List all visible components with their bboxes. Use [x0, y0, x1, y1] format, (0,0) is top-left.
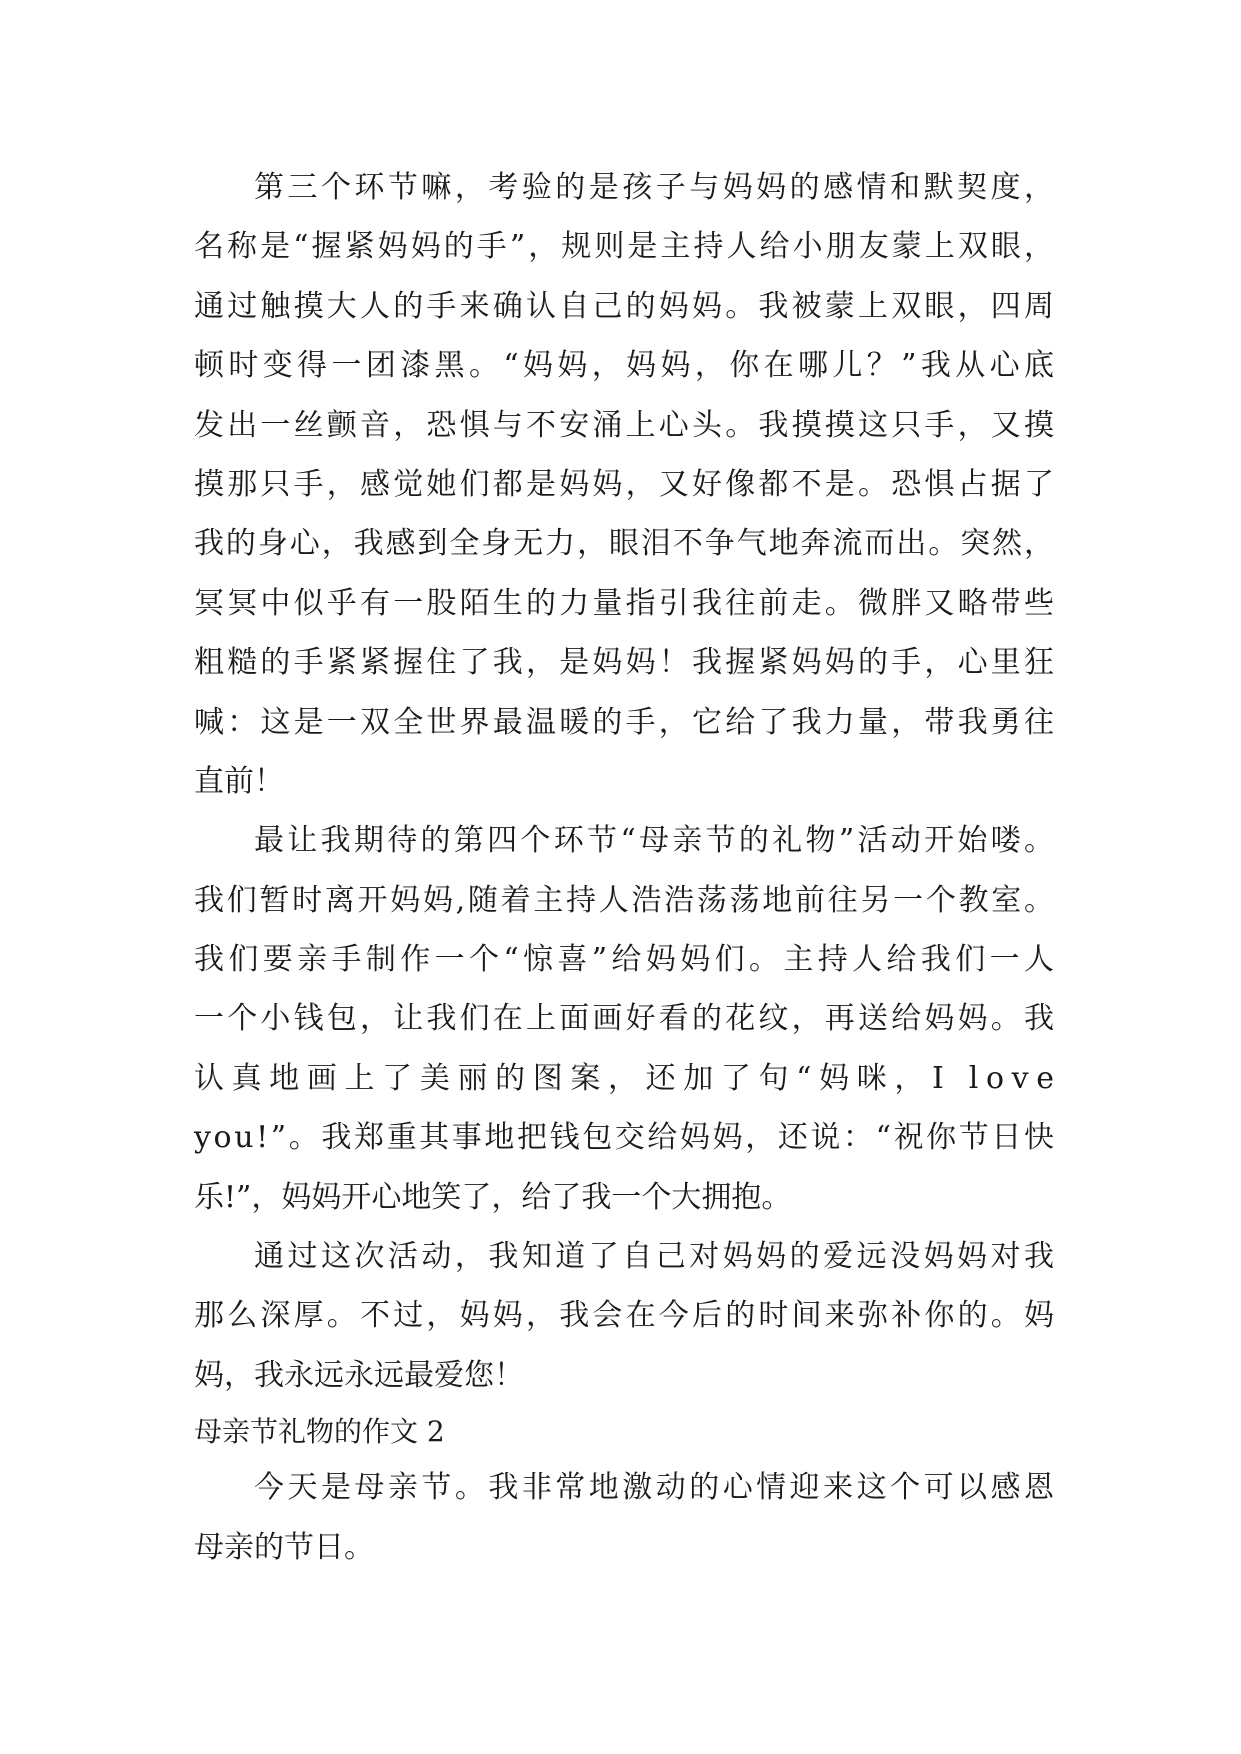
text-line: 最让我期待的第四个环节“母亲节的礼物”活动开始喽。 — [254, 823, 1058, 859]
text-line: 我的身心，我感到全身无力，眼泪不争气地奔流而出。突然， — [194, 526, 1056, 562]
text-line: 我们暂时离开妈妈,随着主持人浩浩荡荡地前往另一个教室。 — [194, 882, 1057, 918]
text-line: 摸那只手，感觉她们都是妈妈，又好像都不是。恐惧占据了 — [194, 466, 1058, 502]
text-line: 一个小钱包，让我们在上面画好看的花纹，再送给妈妈。我 — [194, 1001, 1058, 1037]
text-line: 喊：这是一双全世界最温暖的手，它给了我力量，带我勇往 — [194, 704, 1058, 740]
document-body — [194, 158, 1062, 1577]
text-line: 冥冥中似乎有一股陌生的力量指引我往前走。微胖又略带些 — [194, 585, 1058, 621]
text-line: 通过触摸大人的手来确认自己的妈妈。我被蒙上双眼，四周 — [194, 288, 1058, 324]
text-line: 粗糙的手紧紧握住了我，是妈妈！我握紧妈妈的手，心里狂 — [194, 645, 1058, 681]
text-line: 母亲的节日。 — [194, 1529, 374, 1565]
text-line: 今天是母亲节。我非常地激动的心情迎来这个可以感恩 — [254, 1470, 1058, 1506]
text-line: 名称是“握紧妈妈的手”，规则是主持人给小朋友蒙上双眼， — [194, 229, 1058, 265]
text-line: 妈，我永远永远最爱您！ — [194, 1357, 524, 1393]
text-line: 认真地画上了美丽的图案，还加了句“妈咪，I love — [194, 1060, 1062, 1096]
text-line: 通过这次活动，我知道了自己对妈妈的爱远没妈妈对我 — [254, 1239, 1058, 1275]
text-line: 乐!”，妈妈开心地笑了，给了我一个大拥抱。 — [194, 1179, 792, 1215]
text-line: 那么深厚。不过，妈妈，我会在今后的时间来弥补你的。妈 — [194, 1298, 1058, 1334]
text-line: 我们要亲手制作一个“惊喜”给妈妈们。主持人给我们一人 — [194, 942, 1059, 978]
text-line: 第三个环节嘛，考验的是孩子与妈妈的感情和默契度， — [254, 170, 1058, 205]
text-line: 直前！ — [194, 763, 284, 799]
text-line: 顿时变得一团漆黑。“妈妈，妈妈，你在哪儿？”我从心底 — [194, 348, 1059, 384]
text-line: 发出一丝颤音，恐惧与不安涌上心头。我摸摸这只手，又摸 — [194, 407, 1058, 443]
text-line: you!”。我郑重其事地把钱包交给妈妈，还说：“祝你节日快 — [194, 1120, 1057, 1156]
section-heading: 母亲节礼物的作文 2 — [194, 1415, 445, 1449]
